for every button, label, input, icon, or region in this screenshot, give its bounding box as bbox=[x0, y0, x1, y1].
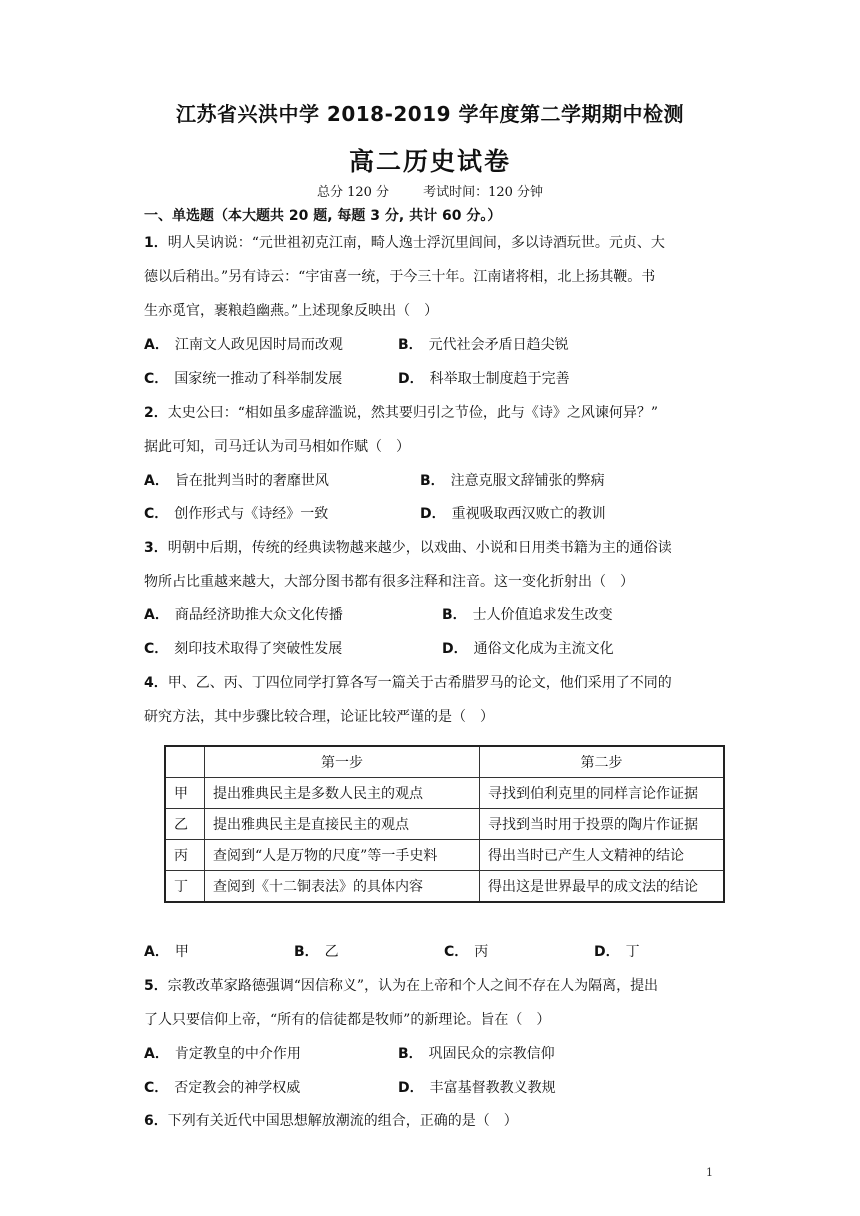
table-cell: 提出雅典民主是多数人民主的观点 bbox=[205, 778, 480, 809]
option-text: 科举取士制度趋于完善 bbox=[429, 371, 570, 387]
q5-option-d[interactable] bbox=[398, 1077, 556, 1097]
question-number: 5． bbox=[144, 978, 168, 994]
option-text: 商品经济助推大众文化传播 bbox=[174, 607, 343, 623]
question-1-line-2: 德以后稍出。”另有诗云：“宇宙喜一统，于今三十年。江南诸将相，北上扬其鞭。书 bbox=[144, 269, 656, 285]
option-letter: B． bbox=[294, 944, 319, 960]
question-5-line-2: 了人只要信仰上帝，“所有的信徒都是牧师”的新理论。旨在（ ） bbox=[144, 1012, 551, 1028]
q4-option-a[interactable] bbox=[144, 941, 189, 961]
option-text: 旨在批判当时的奢靡世风 bbox=[174, 473, 329, 489]
q3-option-d[interactable] bbox=[442, 638, 614, 658]
question-text: 明朝中后期，传统的经典读物越来越少，以戏曲、小说和日用类书籍为主的通俗读 bbox=[167, 540, 672, 556]
option-text: 乙 bbox=[324, 944, 339, 960]
option-letter: C． bbox=[144, 506, 169, 522]
exam-title: 江苏省兴洪中学 2018-2019 学年度第二学期期中检测 bbox=[175, 102, 685, 126]
page-number: 1 bbox=[706, 1166, 713, 1179]
option-text: 肯定教皇的中介作用 bbox=[174, 1046, 301, 1062]
option-text: 江南文人政见因时局而改观 bbox=[174, 337, 343, 353]
table-row bbox=[165, 840, 724, 871]
exam-meta bbox=[0, 181, 860, 200]
q3-option-a[interactable] bbox=[144, 604, 343, 624]
option-text: 巩固民众的宗教信仰 bbox=[428, 1046, 555, 1062]
option-letter: A． bbox=[144, 1046, 169, 1062]
question-2-line-2: 据此可知，司马迁认为司马相如作赋（ ） bbox=[144, 439, 410, 455]
exam-subtitle: 高二历史试卷 bbox=[348, 147, 511, 176]
option-text: 丙 bbox=[474, 944, 489, 960]
option-letter: A． bbox=[144, 607, 169, 623]
table-row bbox=[165, 871, 724, 903]
option-text: 国家统一推动了科举制发展 bbox=[174, 371, 343, 387]
option-letter: A． bbox=[144, 337, 169, 353]
question-3-line-1 bbox=[144, 537, 724, 557]
question-2-line-1 bbox=[144, 402, 724, 422]
q2-option-a[interactable] bbox=[144, 470, 329, 490]
q1-option-c[interactable] bbox=[144, 368, 342, 388]
question-text: 甲、乙、丙、丁四位同学打算各写一篇关于古希腊罗马的论文，他们采用了不同的 bbox=[167, 675, 672, 691]
option-letter: C． bbox=[144, 641, 169, 657]
question-text: 明人吴讷说：“元世祖初克江南，畸人逸士浮沉里闾间，多以诗酒玩世。元贞、大 bbox=[167, 235, 665, 251]
question-number: 3． bbox=[144, 540, 168, 556]
table-cell: 寻找到当时用于投票的陶片作证据 bbox=[480, 809, 725, 840]
q2-option-d[interactable] bbox=[420, 503, 606, 523]
table-cell: 得出这是世界最早的成文法的结论 bbox=[480, 871, 725, 903]
option-text: 甲 bbox=[174, 944, 189, 960]
question-number: 6． bbox=[144, 1113, 168, 1129]
q5-option-a[interactable] bbox=[144, 1043, 301, 1063]
table-row bbox=[165, 778, 724, 809]
option-text: 刻印技术取得了突破性发展 bbox=[174, 641, 343, 657]
option-letter: B． bbox=[420, 473, 445, 489]
q5-option-b[interactable] bbox=[398, 1043, 555, 1063]
q5-option-c[interactable] bbox=[144, 1077, 300, 1097]
q3-option-b[interactable] bbox=[442, 604, 613, 624]
option-text: 重视吸取西汉败亡的教训 bbox=[451, 506, 606, 522]
q1-option-d[interactable] bbox=[398, 368, 570, 388]
question-number: 1． bbox=[144, 235, 168, 251]
q1-option-b[interactable] bbox=[398, 334, 569, 354]
option-letter: C． bbox=[444, 944, 469, 960]
research-steps-table bbox=[164, 745, 725, 903]
question-number: 4． bbox=[144, 675, 168, 691]
option-letter: B． bbox=[442, 607, 467, 623]
table-cell: 寻找到伯利克里的同样言论作证据 bbox=[480, 778, 725, 809]
table-cell: 提出雅典民主是直接民主的观点 bbox=[205, 809, 480, 840]
option-text: 创作形式与《诗经》一致 bbox=[174, 506, 329, 522]
option-text: 否定教会的神学权威 bbox=[174, 1080, 301, 1096]
total-score: 总分 120 分 bbox=[316, 185, 390, 200]
q4-option-b[interactable] bbox=[294, 941, 339, 961]
section-heading: 一、单选题（本大题共 20 题, 每题 3 分, 共计 60 分。） bbox=[144, 208, 502, 224]
table-header-cell: 第二步 bbox=[480, 746, 725, 778]
option-letter: D． bbox=[420, 506, 446, 522]
table-cell: 甲 bbox=[165, 778, 205, 809]
option-letter: B． bbox=[398, 1046, 423, 1062]
table-cell: 查阅到“人是万物的尺度”等一手史料 bbox=[205, 840, 480, 871]
option-letter: A． bbox=[144, 944, 169, 960]
table-header-cell: 第一步 bbox=[205, 746, 480, 778]
question-text: 下列有关近代中国思想解放潮流的组合，正确的是（ ） bbox=[167, 1113, 518, 1129]
q3-option-c[interactable] bbox=[144, 638, 342, 658]
option-letter: D． bbox=[594, 944, 620, 960]
table-cell: 乙 bbox=[165, 809, 205, 840]
question-text: 太史公曰：“相如虽多虚辞滥说，然其要归引之节俭，此与《诗》之风谏何异？” bbox=[167, 405, 659, 421]
question-1-line-3: 生亦觅官，裹粮趋幽燕。”上述现象反映出（ ） bbox=[144, 303, 439, 319]
table-header-row bbox=[165, 746, 724, 778]
option-text: 通俗文化成为主流文化 bbox=[473, 641, 614, 657]
option-letter: C． bbox=[144, 371, 169, 387]
q4-option-c[interactable] bbox=[444, 941, 488, 961]
option-letter: D． bbox=[398, 1080, 424, 1096]
exam-time: 考试时间：120 分钟 bbox=[423, 185, 544, 200]
question-6-line-1 bbox=[144, 1110, 724, 1130]
question-3-line-2: 物所占比重越来越大，大部分图书都有很多注释和注音。这一变化折射出（ ） bbox=[144, 574, 634, 590]
q1-option-a[interactable] bbox=[144, 334, 343, 354]
table-row bbox=[165, 809, 724, 840]
option-letter: D． bbox=[442, 641, 468, 657]
table-header-cell bbox=[165, 746, 205, 778]
q4-option-d[interactable] bbox=[594, 941, 640, 961]
table-cell: 得出当时已产生人文精神的结论 bbox=[480, 840, 725, 871]
table-cell: 丙 bbox=[165, 840, 205, 871]
option-letter: D． bbox=[398, 371, 424, 387]
q2-option-c[interactable] bbox=[144, 503, 328, 523]
table-cell: 丁 bbox=[165, 871, 205, 903]
option-letter: C． bbox=[144, 1080, 169, 1096]
question-text: 宗教改革家路德强调“因信称义”，认为在上帝和个人之间不存在人为隔离，提出 bbox=[167, 978, 659, 994]
q2-option-b[interactable] bbox=[420, 470, 605, 490]
question-5-line-1 bbox=[144, 975, 724, 995]
option-text: 注意克服文辞铺张的弊病 bbox=[450, 473, 605, 489]
question-4-line-2: 研究方法，其中步骤比较合理，论证比较严谨的是（ ） bbox=[144, 709, 494, 725]
question-1-line-1 bbox=[144, 232, 724, 252]
option-letter: A． bbox=[144, 473, 169, 489]
option-letter: B． bbox=[398, 337, 423, 353]
question-number: 2． bbox=[144, 405, 168, 421]
option-text: 士人价值追求发生改变 bbox=[472, 607, 613, 623]
question-4-line-1 bbox=[144, 672, 724, 692]
option-text: 丰富基督教教义教规 bbox=[429, 1080, 556, 1096]
table-cell: 查阅到《十二铜表法》的具体内容 bbox=[205, 871, 480, 903]
option-text: 元代社会矛盾日趋尖锐 bbox=[428, 337, 569, 353]
option-text: 丁 bbox=[625, 944, 640, 960]
